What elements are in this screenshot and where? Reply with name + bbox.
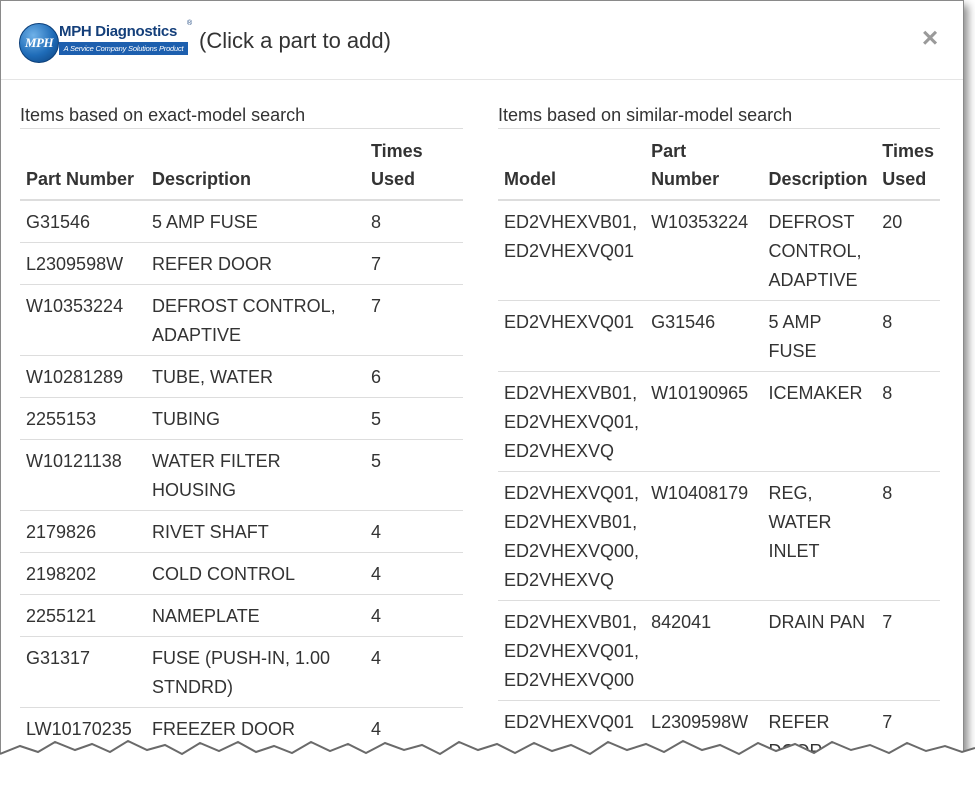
modal-title: (Click a part to add): [199, 28, 391, 53]
part-number-cell: 2255153: [20, 398, 146, 440]
description-cell: FREEZER DOOR: [146, 708, 365, 750]
exact-model-heading: Items based on exact-model search: [20, 101, 463, 129]
table-row[interactable]: [20, 285, 463, 356]
table-row[interactable]: [498, 200, 940, 301]
times-used-cell: 8: [876, 372, 940, 472]
model-cell: ED2VHEXVB01, ED2VHEXVQ01, ED2VHEXVQ: [498, 372, 645, 472]
times-used-cell: 4: [365, 511, 463, 553]
part-number-cell: L2309598W: [645, 701, 762, 772]
mph-logo: [19, 20, 194, 63]
logo-tagline: A Service Company Solutions Product: [59, 42, 188, 55]
model-cell: ED2VHEXVQ01: [498, 701, 645, 772]
times-used-cell: 4: [365, 553, 463, 595]
exact-model-table: [20, 129, 463, 749]
table-row[interactable]: [20, 595, 463, 637]
times-used-cell: 4: [365, 637, 463, 708]
description-cell: NAMEPLATE: [146, 595, 365, 637]
times-used-cell: 8: [876, 301, 940, 372]
similar-model-panel: [498, 101, 940, 771]
description-cell: DEFROST CONTROL, ADAPTIVE: [762, 200, 876, 301]
torn-edge-decoration: [0, 728, 975, 790]
description-cell: WATER FILTER HOUSING: [146, 440, 365, 511]
table-row[interactable]: [498, 601, 940, 701]
times-used-cell: 7: [365, 285, 463, 356]
part-number-cell: W10121138: [20, 440, 146, 511]
column-header-times-used: Times Used: [365, 129, 463, 200]
times-used-cell: 8: [365, 200, 463, 243]
description-cell: RIVET SHAFT: [146, 511, 365, 553]
table-row[interactable]: [20, 637, 463, 708]
part-number-cell: G31317: [20, 637, 146, 708]
table-row[interactable]: [498, 301, 940, 372]
times-used-cell: 7: [876, 701, 940, 772]
table-row[interactable]: [498, 472, 940, 601]
part-number-cell: 2198202: [20, 553, 146, 595]
exact-model-panel: [20, 101, 463, 749]
logo-name: MPH Diagnostics: [59, 23, 178, 40]
part-number-cell: W10353224: [20, 285, 146, 356]
description-cell: COLD CONTROL: [146, 553, 365, 595]
description-cell: TUBING: [146, 398, 365, 440]
table-row[interactable]: [20, 511, 463, 553]
table-row[interactable]: [20, 243, 463, 285]
close-icon[interactable]: ×: [921, 22, 939, 53]
column-header-model: Model: [498, 129, 645, 200]
part-number-cell: G31546: [20, 200, 146, 243]
description-cell: REG, WATER INLET: [762, 472, 876, 601]
part-number-cell: 2179826: [20, 511, 146, 553]
similar-model-heading: Items based on similar-model search: [498, 101, 940, 129]
times-used-cell: 5: [365, 398, 463, 440]
times-used-cell: 4: [365, 708, 463, 750]
table-row[interactable]: [20, 553, 463, 595]
table-row[interactable]: [20, 356, 463, 398]
logo-registered-mark: ®: [187, 20, 193, 27]
times-used-cell: 7: [876, 601, 940, 701]
part-number-cell: W10281289: [20, 356, 146, 398]
part-number-cell: LW10170235: [20, 708, 146, 750]
description-cell: DRAIN PAN: [762, 601, 876, 701]
description-cell: REFER DOOR: [146, 243, 365, 285]
part-number-cell: L2309598W: [20, 243, 146, 285]
description-cell: REFER: [762, 701, 876, 772]
similar-model-table: [498, 129, 940, 771]
column-header-part-number: Part Number: [20, 129, 146, 200]
table-header-row: [20, 129, 463, 200]
description-cell: TUBE, WATER: [146, 356, 365, 398]
times-used-cell: 20: [876, 200, 940, 301]
description-cell: FUSE (PUSH-IN, 1.00 STNDRD): [146, 637, 365, 708]
times-used-cell: 5: [365, 440, 463, 511]
times-used-cell: 8: [876, 472, 940, 601]
table-header-row: [498, 129, 940, 200]
part-number-cell: W10408179: [645, 472, 762, 601]
model-cell: ED2VHEXVB01, ED2VHEXVQ01, ED2VHEXVQ00: [498, 601, 645, 701]
table-row[interactable]: [20, 200, 463, 243]
table-row[interactable]: [20, 398, 463, 440]
logo-emblem: MPH: [19, 23, 59, 63]
part-number-cell: 2255121: [20, 595, 146, 637]
table-row[interactable]: [20, 440, 463, 511]
part-number-cell: W10190965: [645, 372, 762, 472]
column-header-part-number: Part Number: [645, 129, 762, 200]
times-used-cell: 4: [365, 595, 463, 637]
column-header-times-used: Times Used: [876, 129, 940, 200]
model-cell: ED2VHEXVB01, ED2VHEXVQ01: [498, 200, 645, 301]
modal-header: [1, 1, 963, 80]
part-number-cell: G31546: [645, 301, 762, 372]
model-cell: ED2VHEXVQ01, ED2VHEXVB01, ED2VHEXVQ00, ED2VHEXVQ: [498, 472, 645, 601]
description-cell: 5 AMP FUSE: [762, 301, 876, 372]
column-header-description: Description: [762, 129, 876, 200]
times-used-cell: 6: [365, 356, 463, 398]
part-number-cell: 842041: [645, 601, 762, 701]
times-used-cell: 7: [365, 243, 463, 285]
column-header-description: Description: [146, 129, 365, 200]
model-cell: ED2VHEXVQ01: [498, 301, 645, 372]
description-cell: DEFROST CONTROL, ADAPTIVE: [146, 285, 365, 356]
part-number-cell: W10353224: [645, 200, 762, 301]
description-cell: 5 AMP FUSE: [146, 200, 365, 243]
description-cell: ICEMAKER: [762, 372, 876, 472]
table-row[interactable]: [498, 372, 940, 472]
